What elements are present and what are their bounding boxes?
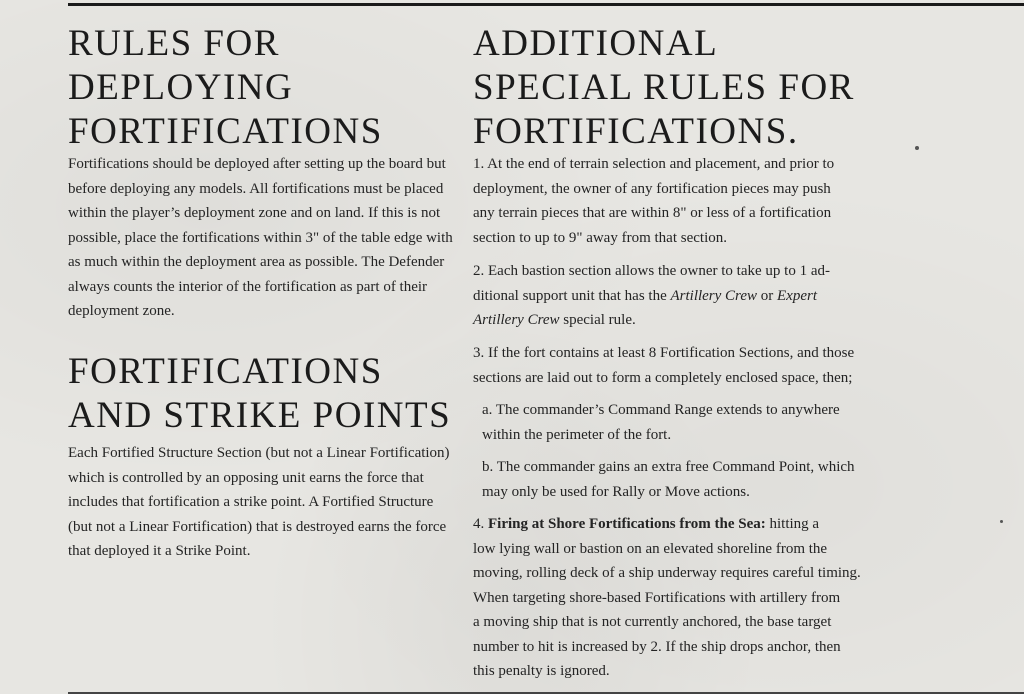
rule-4-text: hitting a xyxy=(765,516,820,532)
text-line: When targeting shore-based Fortifications with artillery from xyxy=(473,589,841,606)
heading-line: AND STRIKE POINTS xyxy=(68,395,452,436)
top-rule xyxy=(68,3,1024,6)
heading-line: SPECIAL RULES FOR xyxy=(473,67,855,108)
text-line: possible, place the fortifications within 3" of the table edge with xyxy=(68,229,453,246)
artillery-crew-term: Artillery Crew xyxy=(473,312,560,328)
text-line: which is controlled by an opposing unit earns the force that xyxy=(68,469,424,486)
heading-line: RULES FOR xyxy=(68,23,280,64)
heading-line: DEPLOYING xyxy=(68,67,294,108)
text-line xyxy=(473,512,861,537)
rule-2 xyxy=(473,259,830,333)
text-line: within the player’s deployment zone and on land. If this is not xyxy=(68,205,441,221)
text-line xyxy=(473,284,830,309)
text-line: number to hit is increased by 2. If the ship drops anchor, then xyxy=(473,638,841,655)
text-line: as much within the deployment area as possible. The Defender xyxy=(68,254,445,270)
rule-3a xyxy=(482,398,840,447)
text-line: includes that fortification a strike point. A Fortified Structure xyxy=(68,494,434,510)
heading-line: FORTIFICATIONS xyxy=(68,111,383,152)
deploying-paragraph xyxy=(68,152,453,324)
text-line: this penalty is ignored. xyxy=(473,663,610,679)
text-line xyxy=(473,308,830,333)
text-line: moving, rolling deck of a ship underway requires careful timing. xyxy=(473,565,861,581)
heading-line: FORTIFICATIONS xyxy=(68,351,383,392)
text-line: that deployed it a Strike Point. xyxy=(68,543,251,559)
text-line: before deploying any models. All fortifications must be placed xyxy=(68,180,444,197)
text-line: low lying wall or bastion on an elevated shoreline from the xyxy=(473,540,828,557)
rule-4-number: 4. xyxy=(473,516,488,532)
text-line: always counts the interior of the fortification as part of their xyxy=(68,278,428,295)
deploying-fortifications-heading xyxy=(68,22,383,154)
paper-speck xyxy=(915,146,919,150)
paper-speck xyxy=(1000,520,1003,523)
heading-line: FORTIFICATIONS. xyxy=(473,111,799,152)
text-line: 1. At the end of terrain selection and placement, and prior to xyxy=(473,156,835,172)
rule-3b xyxy=(482,455,855,504)
text-line: a moving ship that is not currently anchored, the base target xyxy=(473,614,832,630)
text-line: sections are laid out to form a completely enclosed space, then; xyxy=(473,369,853,386)
text-line: any terrain pieces that are within 8" or less of a fortification xyxy=(473,205,832,221)
expert-term: Expert xyxy=(777,287,817,304)
text-line: (but not a Linear Fortification) that is destroyed earns the force xyxy=(68,518,447,535)
text-line: a. The commander’s Command Range extends to anywhere xyxy=(482,402,840,418)
rule-4 xyxy=(473,512,861,684)
rule-1 xyxy=(473,152,834,250)
text-line: Fortifications should be deployed after setting up the board but xyxy=(68,156,446,172)
rule-2-text: ditional support unit that has the xyxy=(473,287,671,304)
text-line: deployment zone. xyxy=(68,303,175,319)
text-line: Each Fortified Structure Section (but not a Linear Fortification) xyxy=(68,445,450,461)
text-line: 2. Each bastion section allows the owner to take up to 1 ad- xyxy=(473,263,830,279)
text-line: b. The commander gains an extra free Command Point, which xyxy=(482,459,855,475)
rule-4-title: Firing at Shore Fortifications from the Sea: xyxy=(488,516,766,532)
text-line: 3. If the fort contains at least 8 Fortification Sections, and those xyxy=(473,345,855,361)
rule-3 xyxy=(473,341,854,390)
strike-points-paragraph xyxy=(68,441,450,564)
text-line: deployment, the owner of any fortification pieces may push xyxy=(473,180,831,197)
rule-2-text: or xyxy=(757,287,778,304)
text-line: may only be used for Rally or Move actions. xyxy=(482,483,750,500)
text-line: section to up to 9" away from that section. xyxy=(473,229,727,246)
artillery-crew-term: Artillery Crew xyxy=(670,287,758,304)
strike-points-heading xyxy=(68,350,451,438)
additional-rules-heading xyxy=(473,22,855,154)
rule-2-text: special rule. xyxy=(559,312,636,328)
heading-line: ADDITIONAL xyxy=(473,23,719,64)
text-line: within the perimeter of the fort. xyxy=(482,426,672,443)
